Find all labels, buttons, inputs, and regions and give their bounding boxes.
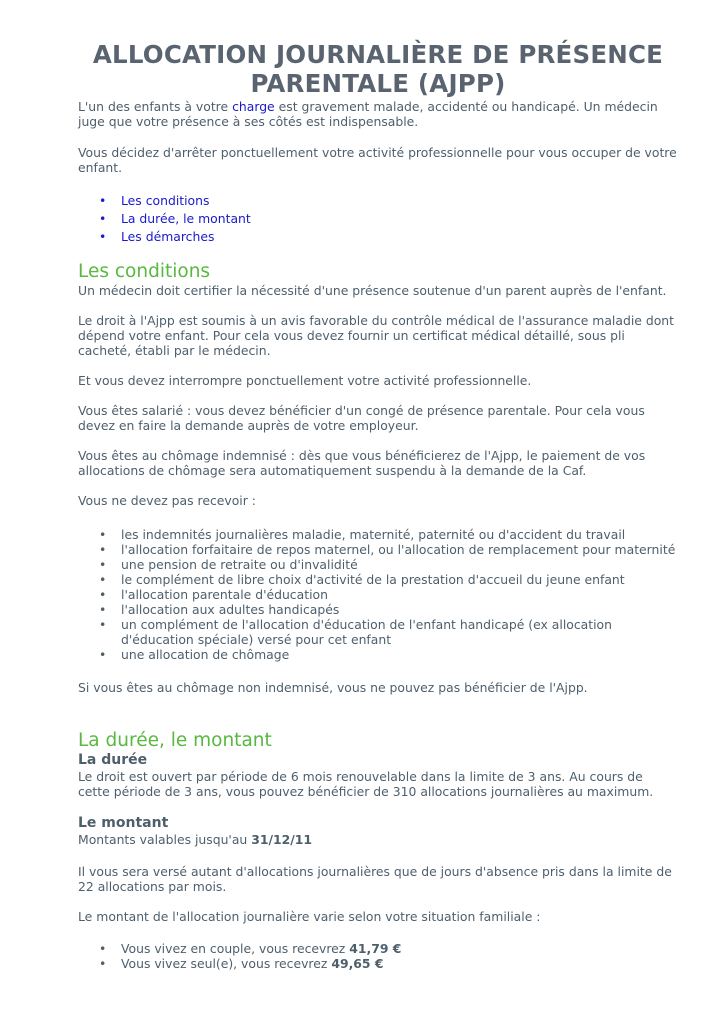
conditions-paragraph-7: Si vous êtes au chômage non indemnisé, vous ne pouvez pas bénéficier de l'Ajpp. [78, 680, 588, 695]
subheading-montant: Le montant [78, 815, 169, 831]
list-item: • l'allocation forfaitaire de repos maternel, ou l'allocation de remplacement pour maternité [78, 542, 678, 557]
list-item: • le complément de libre choix d'activité de la prestation d'accueil du jeune enfant [78, 572, 678, 587]
document-page [78, 40, 678, 971]
intro-text: est gravement malade, accidenté ou handicapé. Un médecin juge que votre présence à ses côtés est indispensable. [78, 99, 658, 129]
subheading-duree: La durée [78, 752, 148, 768]
amount-label: Vous vivez seul(e), vous recevrez [121, 956, 332, 971]
conditions-paragraph-4: Vous êtes salarié : vous devez bénéficier d'un congé de présence parentale. Pour cela vous devez en faire la demande auprès de votre employeur. [78, 403, 645, 433]
intro-paragraph-2: Vous décidez d'arrêter ponctuellement votre activité professionnelle pour vous occuper de votre enfant. [78, 145, 677, 175]
intro-text: L'un des enfants à votre [78, 99, 233, 114]
conditions-paragraph-6: Vous ne devez pas recevoir : [78, 493, 256, 508]
intro-paragraph-1 [78, 99, 678, 129]
page-title: ALLOCATION JOURNALIÈRE DE PRÉSENCE PARENTALE (AJPP) [92, 40, 664, 98]
list-item: • un complément de l'allocation d'éducation de l'enfant handicapé (ex allocation d'éducation spéciale) versé pour cet enfant [78, 617, 678, 647]
amount-value: 49,65 € [331, 956, 384, 971]
toc-link-conditions[interactable]: Les conditions [121, 193, 210, 208]
section-heading-conditions: Les conditions [78, 261, 211, 282]
exclusions-list [78, 527, 678, 662]
list-item: • l'allocation aux adultes handicapés [78, 602, 678, 617]
list-item: • une pension de retraite ou d'invalidité [78, 557, 678, 572]
toc-link-demarches[interactable]: Les démarches [121, 229, 215, 244]
conditions-paragraph-2: Le droit à l'Ajpp est soumis à un avis favorable du contrôle médical de l'assurance maladie dont dépend votre enfant. Pour cela vous devez fournir un certificat médical détaillé, sous pli cacheté, établi par le médecin. [78, 313, 674, 358]
montant-validity-date: 31/12/11 [251, 832, 313, 847]
toc-link-duree-montant[interactable]: La durée, le montant [121, 211, 251, 226]
list-item: • l'allocation parentale d'éducation [78, 587, 678, 602]
conditions-paragraph-5: Vous êtes au chômage indemnisé : dès que vous bénéficierez de l'Ajpp, le paiement de vos allocations de chômage sera automatiquement suspendu à la demande de la Caf. [78, 448, 646, 478]
montant-validity [78, 832, 678, 847]
montant-validity-label: Montants valables jusqu'au [78, 832, 252, 847]
montant-paragraph-2: Le montant de l'allocation journalière varie selon votre situation familiale : [78, 909, 541, 924]
section-heading-duree-montant: La durée, le montant [78, 730, 272, 751]
list-item: • une allocation de chômage [78, 647, 678, 662]
table-of-contents [78, 192, 678, 246]
list-item: • les indemnités journalières maladie, maternité, paternité ou d'accident du travail [78, 527, 678, 542]
toc-item-duree-montant[interactable] [78, 210, 678, 228]
list-item [78, 941, 678, 956]
duree-paragraph: Le droit est ouvert par période de 6 mois renouvelable dans la limite de 3 ans. Au cours de cette période de 3 ans, vous pouvez bénéficier de 310 allocations journalières au maximum. [78, 769, 654, 799]
charge-link[interactable]: charge [232, 99, 275, 114]
amounts-list [78, 941, 678, 971]
montant-paragraph-1: Il vous sera versé autant d'allocations journalières que de jours d'absence pris dans la limite de 22 allocations par mois. [78, 864, 672, 894]
conditions-paragraph-3: Et vous devez interrompre ponctuellement votre activité professionnelle. [78, 373, 532, 388]
list-item [78, 956, 678, 971]
toc-item-demarches[interactable] [78, 228, 678, 246]
toc-item-conditions[interactable] [78, 192, 678, 210]
amount-label: Vous vivez en couple, vous recevrez [121, 941, 350, 956]
conditions-paragraph-1: Un médecin doit certifier la nécessité d'une présence soutenue d'un parent auprès de l'enfant. [78, 283, 667, 298]
amount-value: 41,79 € [349, 941, 402, 956]
